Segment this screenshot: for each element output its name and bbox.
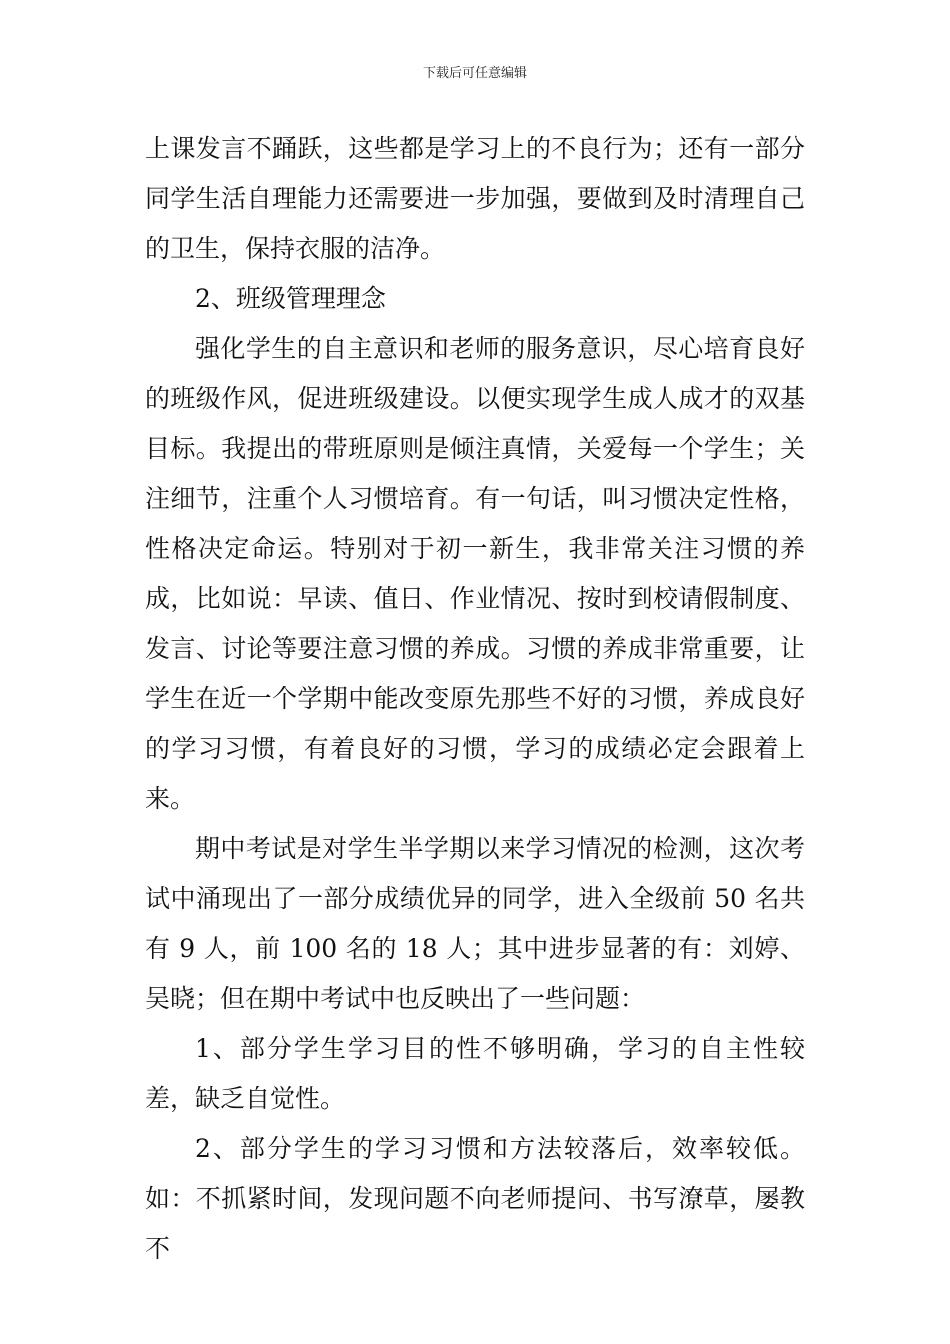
section-heading: 2、班级管理理念 bbox=[195, 284, 386, 313]
document-body bbox=[145, 124, 805, 1274]
paragraph: 强化学生的自主意识和老师的服务意识，尽心培育良好的班级作风，促进班级建设。以便实现学生成人成才的双基目标。我提出的带班原则是倾注真情，关爱每一个学生；关注细节，注重个人习惯培育。有一句话，叫习惯决定性格，性格决定命运。特别对于初一新生，我非常关注习惯的养成，比如说：早读、值日、作业情况、按时到校请假制度、发言、讨论等要注意习惯的养成。习惯的养成非常重要，让学生在近一个学期中能改变原先那些不好的习惯，养成良好的学习习惯，有着良好的习惯，学习的成绩必定会跟着上来。 bbox=[145, 334, 805, 813]
page-header: 下载后可任意编辑 bbox=[422, 66, 527, 81]
list-item: 2、部分学生的学习习惯和方法较落后，效率较低。如：不抓紧时间，发现问题不向老师提问、书写潦草，屡教不 bbox=[145, 1134, 805, 1263]
paragraph: 期中考试是对学生半学期以来学习情况的检测，这次考试中涌现出了一部分成绩优异的同学，进入全级前 50 名共有 9 人，前 100 名的 18 人；其中进步显著的有：刘婷、吴晓；但在期中考试中也反映出了一些问题： bbox=[145, 834, 805, 1013]
list-item: 1、部分学生学习目的性不够明确，学习的自主性较差，缺乏自觉性。 bbox=[145, 1034, 805, 1113]
paragraph: 上课发言不踊跃，这些都是学习上的不良行为；还有一部分同学生活自理能力还需要进一步加强，要做到及时清理自己的卫生，保持衣服的洁净。 bbox=[145, 134, 805, 263]
